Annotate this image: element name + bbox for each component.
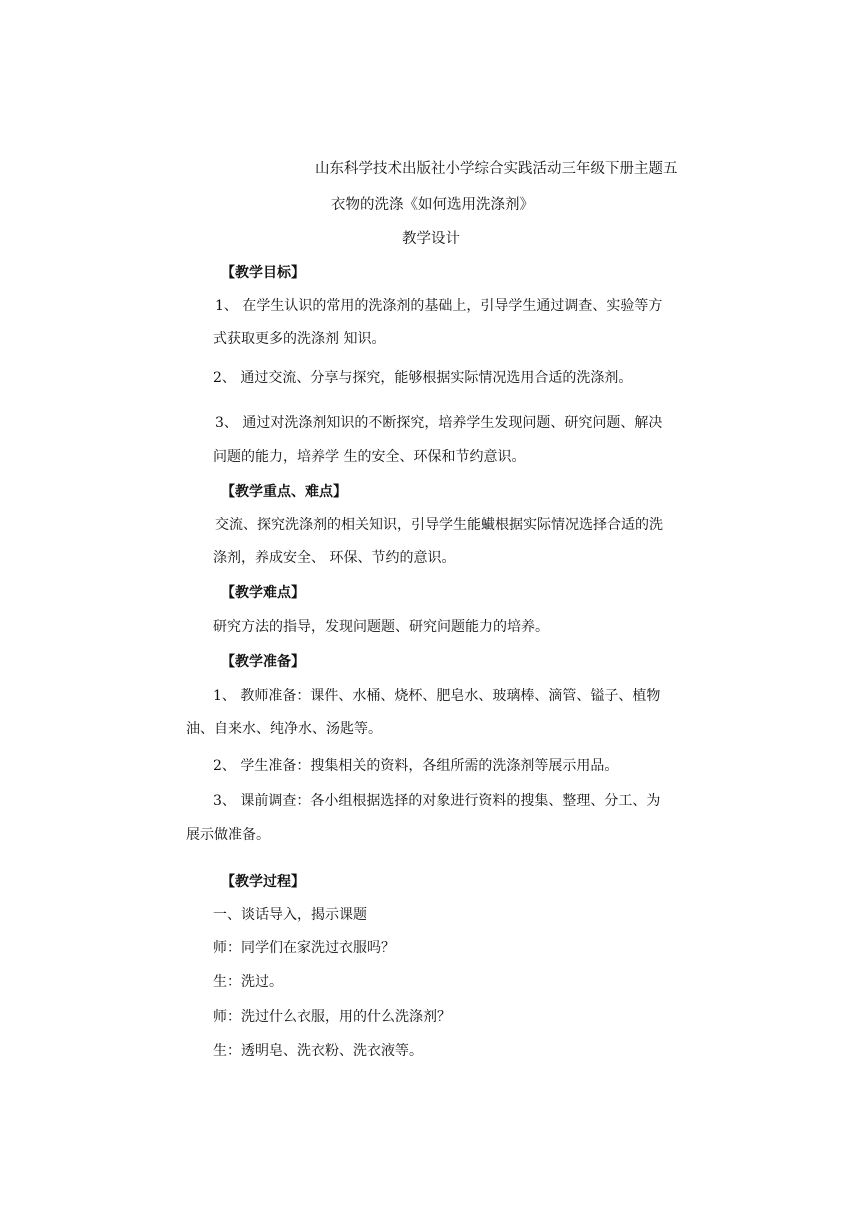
process-heading: 【教学过程】: [221, 874, 305, 890]
preparation-2: 2、 学生准备：搜集相关的资料，各组所需的洗涤剂等展示用品。: [213, 758, 619, 774]
objective-3-line1: 3、 通过对洗涤剂知识的不断探究，培养学生发现问题、研究问题、解决: [215, 415, 663, 431]
objectives-heading: 【教学目标】: [221, 265, 305, 281]
preparation-heading: 【教学准备】: [221, 654, 305, 670]
doc-title-line1: 山东科学技术出版社小学综合实践活动三年级下册主题五: [315, 161, 678, 177]
key-points-line2: 涤剂，养成安全、 环保、节约的意识。: [213, 550, 456, 566]
key-points-line1: 交流、探究洗涤剂的相关知识，引导学生能蠘根据实际情况选择合适的洗: [215, 517, 663, 533]
objective-2: 2、 通过交流、分享与探究，能够根据实际情况选用合适的洗涤剂。: [213, 370, 633, 386]
process-step-1: 一、谈话导入，揭示课题: [213, 907, 367, 923]
objective-1-line2: 式获取更多的洗涤剂 知识。: [213, 331, 386, 347]
preparation-3-line1: 3、 课前调查：各小组根据选择的对象进行资料的搜集、整理、分工、为: [213, 793, 661, 809]
dialog-line-4: 生：透明皂、洗衣粉、洗衣液等。: [213, 1043, 423, 1059]
doc-title-line2: 衣物的洗涤《如何选用洗涤剂》: [331, 197, 534, 213]
doc-title-line3: 教学设计: [402, 231, 460, 247]
dialog-line-3: 师：洗过什么衣服，用的什么洗涤剂？: [213, 1009, 451, 1025]
preparation-3-line2: 展示做准备。: [186, 827, 270, 843]
objective-3-line2: 问题的能力，培养学 生的安全、环保和节约意识。: [213, 449, 526, 465]
objective-1-line1: 1、 在学生认识的常用的洗涤剂的基础上，引导学生通过调查、实验等方: [215, 298, 663, 314]
difficulty-line1: 研究方法的指导，发现问题题、研究问题能力的培养。: [213, 619, 549, 635]
preparation-1-line1: 1、 教师准备：课件、水桶、烧杯、肥皂水、玻璃棒、滴管、镒子、植物: [213, 688, 661, 704]
difficulty-heading: 【教学难点】: [221, 585, 305, 601]
preparation-1-line2: 油、自来水、纯净水、汤匙等。: [186, 721, 382, 737]
key-points-heading: 【教学重点、难点】: [221, 484, 347, 500]
dialog-line-2: 生：洗过。: [213, 974, 283, 990]
dialog-line-1: 师：同学们在家洗过衣服吗？: [213, 940, 395, 956]
